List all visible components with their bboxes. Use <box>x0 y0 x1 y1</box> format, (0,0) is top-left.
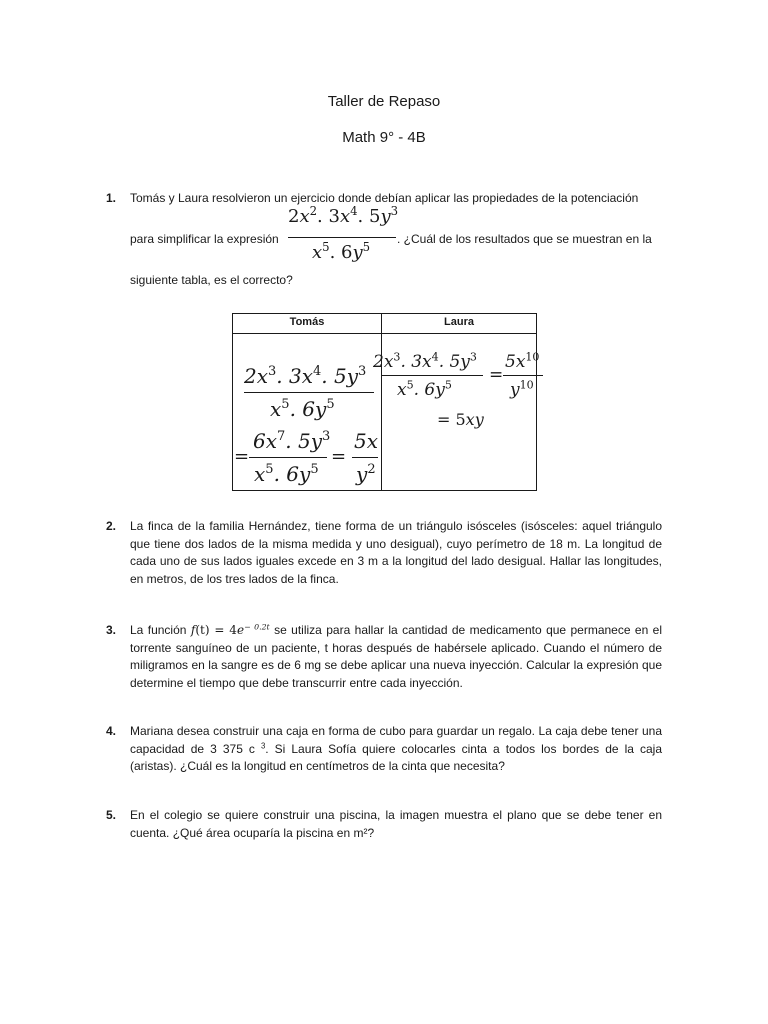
question-1-text-line3: siguiente tabla, es el correcto? <box>130 273 293 287</box>
question-4-text: Mariana desea construir una caja en forma de cubo para guardar un regalo. La caja debe tener una capacidad de 3 375 c $^3$. Si Laura Sofía quiere colocarles cinta a todos los bordes de la caja (aristas). ¿Cuál es la longitud en centímetros de la cinta que necesita? <box>130 724 662 773</box>
question-2-text: La finca de la familia Hernández, tiene forma de un triángulo isósceles (isósceles: aquel triángulo que tiene dos lados de la misma medida y uno desigual), cuyo perímetro de 18 m. La longitud de cada uno de sus lados iguales excede en 3 m a la longitud del lado desigual. Hallar las longitudes, en metros, de los tres lados de la finca. <box>130 519 662 586</box>
laura-numerator-3: $5x^{10}$ <box>505 350 540 372</box>
expression-numerator: $2x^2$. $3x^4$. $5y^3$ <box>288 203 399 227</box>
tomas-denominator-2: $x^5$. $6y^5$ <box>254 462 319 486</box>
question-5-text: En el colegio se quiere construir una piscina, la imagen muestra el plano que se debe tener en cuenta. ¿Qué área ocuparía la piscina en m²? <box>130 808 662 840</box>
question-1-expression <box>288 203 399 263</box>
expression-denominator: $x^5$. $6y^5$ <box>312 239 371 263</box>
tomas-fraction-bar-2 <box>249 457 327 458</box>
expression-fraction-bar <box>288 237 396 238</box>
question-1-text-line1: Tomás y Laura resolvieron un ejercicio donde debían aplicar las propiedades de la potenciación <box>130 191 639 205</box>
tomas-fraction-bar-1 <box>244 392 374 393</box>
laura-fraction-bar-2 <box>503 375 543 376</box>
page-subtitle: Math 9° - 4B <box>342 129 426 146</box>
table-header-tomas: Tomás <box>289 316 325 328</box>
tomas-denominator-1: $x^5$. $6y^5$ <box>270 397 335 421</box>
question-5-number: 5. <box>106 808 117 822</box>
tomas-equals-1: = <box>234 446 250 467</box>
page-title: Taller de Repaso <box>327 93 441 110</box>
laura-fraction-bar-1 <box>381 375 483 376</box>
table-header-divider <box>233 333 536 334</box>
question-3-number: 3. <box>106 623 117 637</box>
laura-solution <box>373 350 540 490</box>
question-1-text-after-expr: . ¿Cuál de los resultados que se muestran en la <box>397 232 652 246</box>
tomas-equals-2: = <box>331 446 347 467</box>
question-2-number: 2. <box>106 519 117 533</box>
question-1-text-before-expr: para simplificar la expresión <box>130 232 279 246</box>
laura-denominator-1: $x^5$. $6y^5$ <box>397 378 452 400</box>
question-4-number: 4. <box>106 724 117 738</box>
tomas-numerator-1: $2x^3$. $3x^4$. $5y^3$ <box>244 364 367 388</box>
table-header-laura: Laura <box>444 316 474 328</box>
laura-equals: = <box>489 365 504 385</box>
tomas-denominator-3: $y^2$ <box>356 462 376 486</box>
question-3-text: La función $f(t) = 4e^{- 0.2t}$ se utiliza para hallar la cantidad de medicamento que permanece en el torrente sanguíneo de un paciente, t horas después de habérsele aplicado. Cuando el número de miligramos en la sangre es de 6 mg se debe aplicar una nueva inyección. Calcular la expresión que determine el tiempo que debe transcurrir entre cada inyección. <box>130 622 662 690</box>
laura-numerator-1: $2x^3$. $3x^4$. $5y^3$ <box>373 350 477 372</box>
tomas-numerator-3: 5x <box>354 429 379 453</box>
tomas-fraction-bar-3 <box>352 457 378 458</box>
tomas-numerator-2: $6x^7$. $5y^3$ <box>253 429 331 453</box>
laura-result: = 5xy <box>437 410 484 429</box>
question-1-number: 1. <box>106 191 117 205</box>
laura-denominator-3: $y^{10}$ <box>510 378 534 400</box>
